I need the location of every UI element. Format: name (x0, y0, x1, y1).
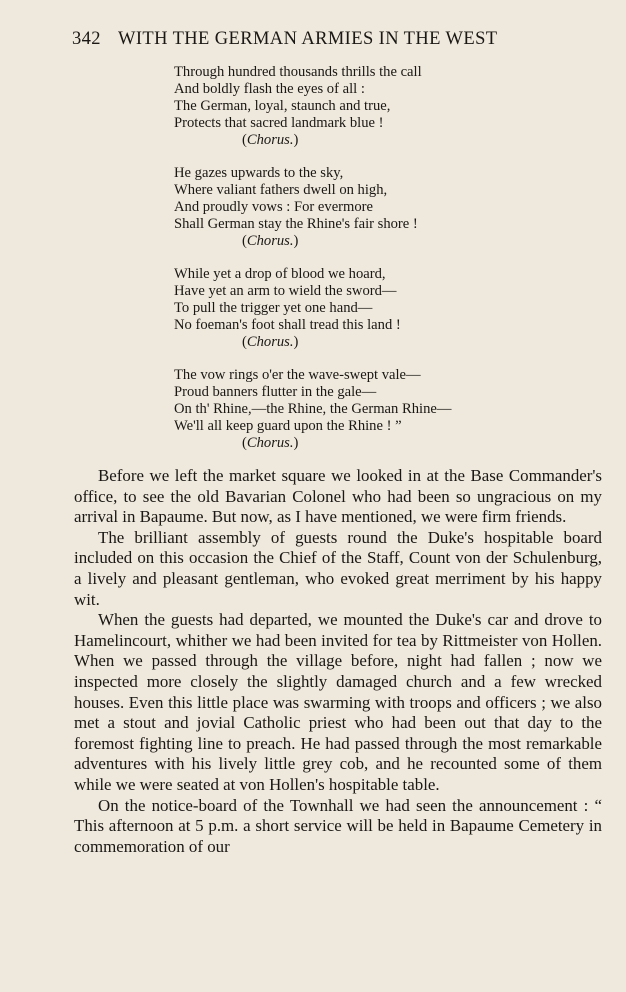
poem-line: Have yet an arm to wield the sword— (174, 282, 397, 299)
page-header (72, 29, 572, 55)
chorus-marker: (Chorus.) (242, 232, 299, 249)
poem-line: Protects that sacred landmark blue ! (174, 114, 384, 131)
page-number: 342 (72, 29, 101, 49)
poem-line: And boldly flash the eyes of all : (174, 80, 365, 97)
paragraph: The brilliant assembly of guests round the Duke's hospitable board included on this occasion the Chief of the Staff, Count von der Schulenburg, a lively and pleasant gentleman, who evoked great merriment by his happy wit. (74, 527, 602, 609)
chorus-label: Chorus. (246, 232, 294, 249)
poem-stanza (174, 266, 594, 351)
chorus-label: Chorus. (246, 333, 294, 350)
body-text (74, 466, 602, 857)
poem-line: Shall German stay the Rhine's fair shore ! (174, 215, 418, 232)
chorus-marker: (Chorus.) (242, 434, 299, 451)
poem-line: And proudly vows : For evermore (174, 198, 374, 215)
paragraph: Before we left the market square we looked in at the Base Commander's office, to see the old Bavarian Colonel who had been so ungracious on my arrival in Bapaume. But now, as I have mentioned, we were firm friends. (74, 466, 602, 527)
poem-line: He gazes upwards to the sky, (174, 165, 344, 182)
poem-stanza (174, 64, 594, 149)
poem-line: The vow rings o'er the wave-swept vale— (174, 367, 421, 384)
poem-stanza (174, 165, 594, 250)
poem-line: While yet a drop of blood we hoard, (174, 266, 386, 283)
poem-line: We'll all keep guard upon the Rhine ! ” (174, 417, 402, 434)
running-title: WITH THE GERMAN ARMIES IN THE WEST (118, 29, 498, 49)
poem-line: Where valiant fathers dwell on high, (174, 181, 388, 198)
chorus-marker: (Chorus.) (242, 131, 299, 148)
chorus-label: Chorus. (246, 434, 294, 451)
poem-line: Through hundred thousands thrills the call (174, 64, 422, 80)
chorus-label: Chorus. (246, 131, 294, 148)
poem-line: Proud banners flutter in the gale— (174, 384, 377, 400)
poem-line: On th' Rhine,—the Rhine, the German Rhine— (174, 400, 452, 417)
poem-line: The German, loyal, staunch and true, (174, 97, 391, 114)
poem-line: No foeman's foot shall tread this land ! (174, 316, 401, 333)
paragraph: When the guests had departed, we mounted the Duke's car and drove to Hamelincourt, whither we had been invited for tea by Rittmeister von Hollen. When we passed through the village before, night had fallen ; now we inspected more closely the slightly damaged church and a few wrecked houses. Even this little place was swarming with troops and officers ; we also met a stout and jovial Catholic priest who had been out that day to the foremost fighting line to preach. He had passed through the most remarkable adventures with his lively little grey cob, and he recounted some of them while we were seated at von Hollen's hospitable table. (74, 610, 602, 794)
paragraph: On the notice-board of the Townhall we had seen the announcement : “ This afternoon at 5 p.m. a short service will be held in Bapaume Cemetery in commemoration of our (74, 795, 602, 856)
chorus-marker: (Chorus.) (242, 333, 299, 350)
poem (174, 64, 594, 468)
poem-stanza (174, 367, 594, 452)
poem-line: To pull the trigger yet one hand— (174, 299, 373, 316)
